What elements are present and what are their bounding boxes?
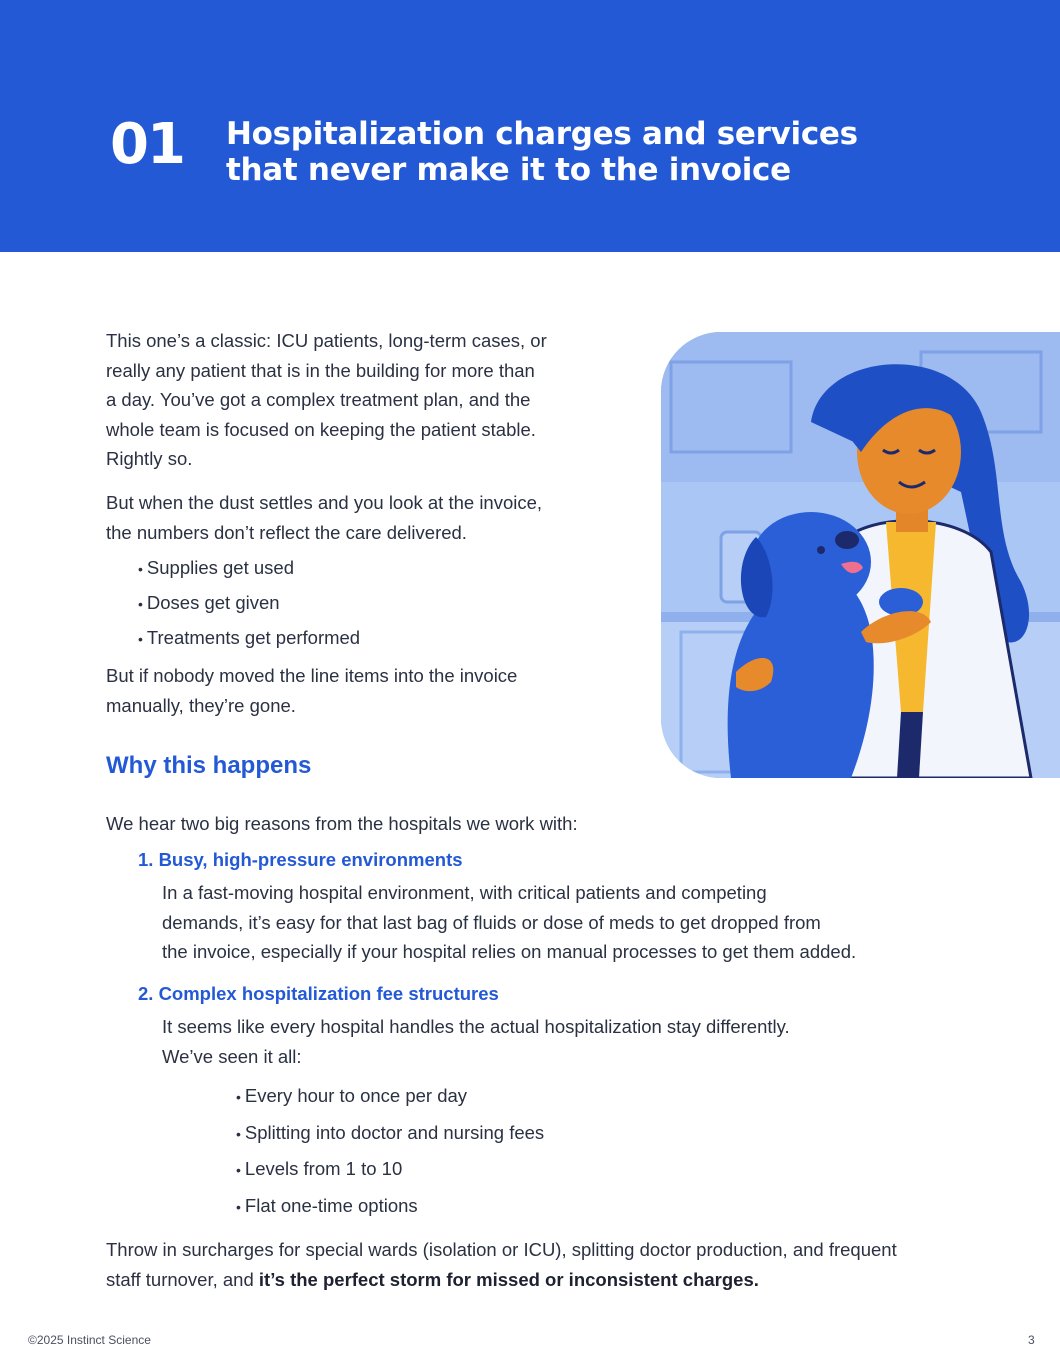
illustration-svg (661, 332, 1060, 778)
intro-paragraph-2 (106, 488, 542, 547)
reason-1-title: 1. Busy, high-pressure environments (138, 849, 463, 870)
veterinarian-dog-illustration (661, 332, 1060, 778)
list-item: • Doses get given (138, 592, 280, 613)
why-lead: We hear two big reasons from the hospitals we work with: (106, 813, 578, 834)
list-item: • Flat one-time options (236, 1194, 418, 1216)
reason-2-title: 2. Complex hospitalization fee structures (138, 983, 499, 1004)
list-item-text: Treatments get performed (146, 627, 361, 648)
fee-structure-bullet-list (236, 1081, 544, 1222)
text-line: But when the dust settles and you look at the invoice, (106, 492, 543, 513)
list-item-text: Every hour to once per day (244, 1085, 468, 1106)
text-line: It seems like every hospital handles the actual hospitalization stay differently. (162, 1016, 790, 1037)
text-line: really any patient that is in the building for more than (106, 359, 535, 381)
list-item: • Treatments get performed (138, 627, 361, 648)
list-item: • Every hour to once per day (236, 1085, 468, 1106)
list-item-text: Supplies get used (146, 557, 294, 578)
list-item-text: Levels from 1 to 10 (244, 1158, 403, 1179)
header-banner (0, 0, 1060, 252)
text-line: Throw in surcharges for special wards (isolation or ICU), splitting doctor production, and frequent (106, 1239, 897, 1260)
list-item-text: Doses get given (146, 592, 280, 613)
text-line: Rightly so. (106, 448, 193, 469)
text-line: manually, they’re gone. (106, 694, 296, 716)
list-item-text: Splitting into doctor and nursing fees (244, 1121, 545, 1143)
closing-paragraph (106, 1235, 897, 1294)
closing-bold-text: it’s the perfect storm for missed or inconsistent charges. (258, 1268, 759, 1290)
reason-1-body (162, 878, 856, 967)
text-line (106, 1265, 897, 1295)
text-line: demands, it’s easy for that last bag of fluids or dose of meds to get dropped from (162, 911, 821, 933)
footer-page-number: 3 (1028, 1333, 1035, 1347)
list-item: • Levels from 1 to 10 (236, 1158, 403, 1179)
text-line: whole team is focused on keeping the patient stable. (106, 418, 536, 440)
closing-plain-text: staff turnover, and (106, 1268, 259, 1290)
text-line: We’ve seen it all: (162, 1045, 302, 1067)
list-item-text: Flat one-time options (244, 1194, 418, 1216)
intro-paragraph-1 (106, 326, 547, 474)
title-line-2: that never make it to the invoice (226, 152, 791, 188)
text-line: the invoice, especially if your hospital relies on manual processes to get them added. (162, 941, 857, 962)
reason-2-body (162, 1012, 790, 1071)
text-line: the numbers don’t reflect the care delivered. (106, 521, 467, 543)
list-item: • Splitting into doctor and nursing fees (236, 1121, 545, 1143)
section-number: 01 (110, 112, 184, 177)
text-line: a day. You’ve got a complex treatment plan, and the (106, 389, 531, 410)
intro-paragraph-3 (106, 661, 517, 720)
section-heading-why: Why this happens (106, 752, 312, 779)
text-line: But if nobody moved the line items into the invoice (106, 665, 518, 686)
list-item: • Supplies get used (138, 557, 294, 578)
page-title (226, 116, 986, 188)
title-line-1: Hospitalization charges and services (226, 116, 858, 152)
footer-copyright: ©2025 Instinct Science (28, 1333, 151, 1347)
intro-bullet-list (138, 553, 360, 654)
text-line: This one’s a classic: ICU patients, long-term cases, or (106, 330, 547, 351)
text-line: In a fast-moving hospital environment, with critical patients and competing (162, 882, 767, 903)
